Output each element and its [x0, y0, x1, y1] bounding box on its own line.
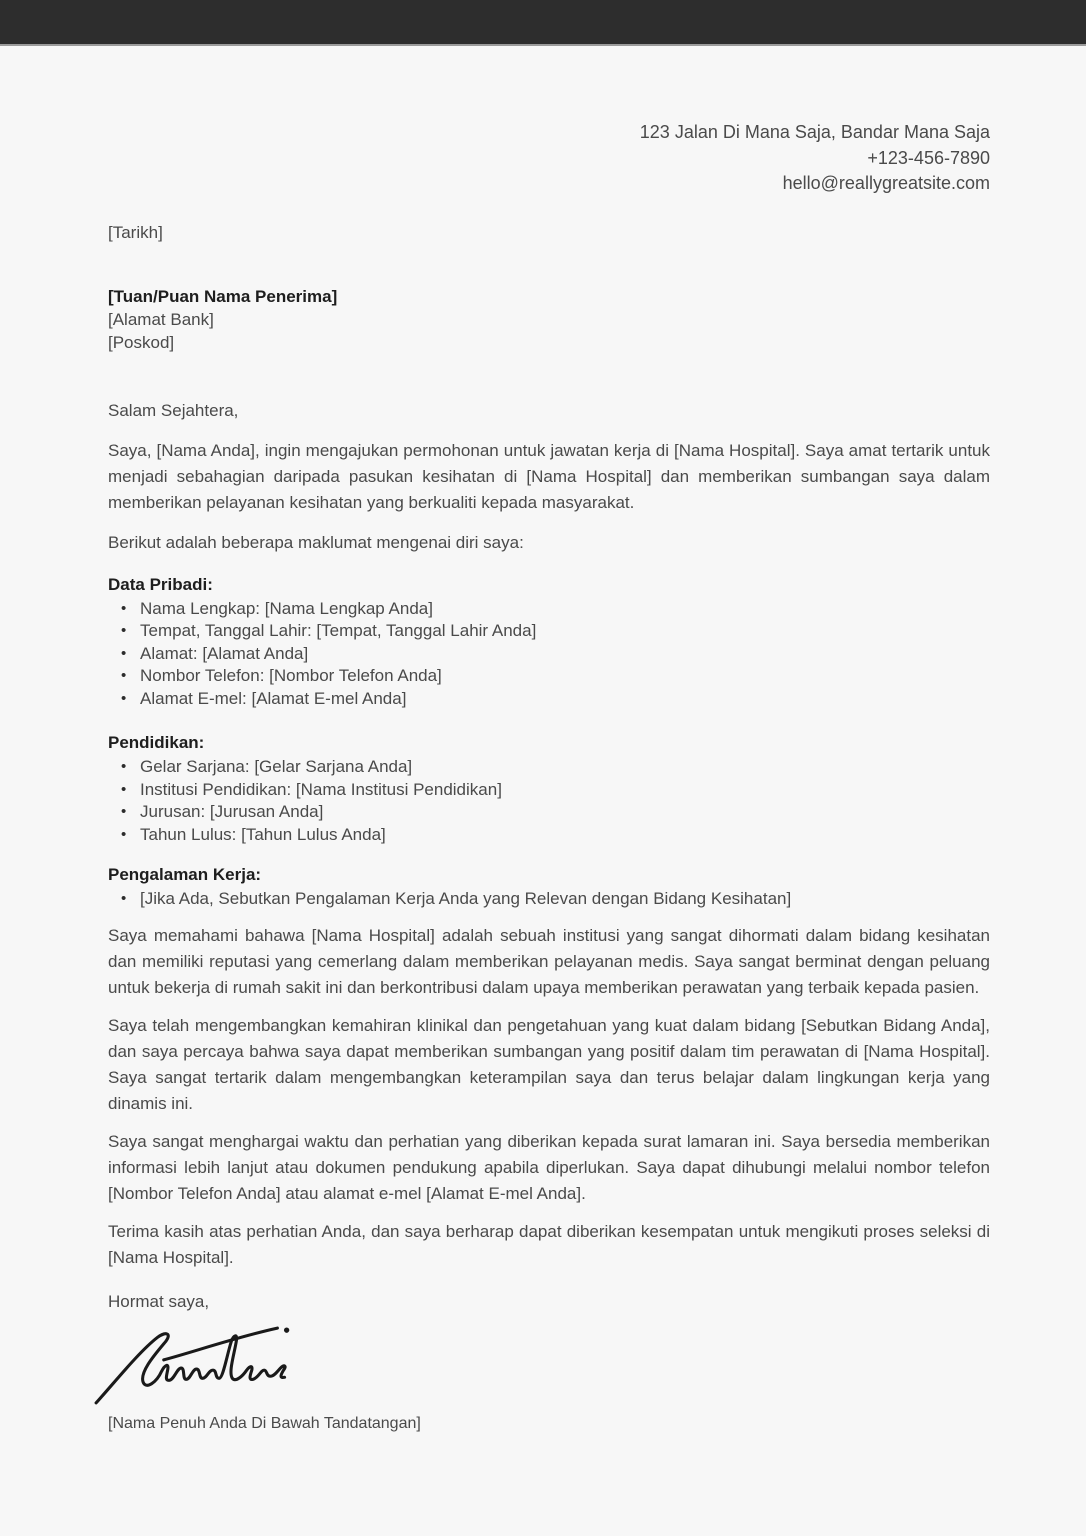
list-item: • [Jika Ada, Sebutkan Pengalaman Kerja Anda yang Relevan dengan Bidang Kesihatan]	[108, 888, 990, 911]
section-list	[108, 888, 990, 911]
salutation: Salam Sejahtera,	[108, 400, 239, 420]
contact-email: hello@reallygreatsite.com	[782, 173, 990, 193]
lead-in-line: Berikut adalah beberapa maklumat mengenai diri saya:	[108, 532, 524, 552]
section-list	[108, 598, 990, 711]
section-title: Pendidikan:	[108, 733, 205, 752]
contact-address: 123 Jalan Di Mana Saja, Bandar Mana Saja	[639, 122, 990, 142]
list-item: • Gelar Sarjana: [Gelar Sarjana Anda]	[108, 756, 990, 779]
list-item: • Jurusan: [Jurusan Anda]	[108, 801, 990, 824]
list-item: • Alamat E-mel: [Alamat E-mel Anda]	[108, 688, 990, 711]
list-item: • Institusi Pendidikan: [Nama Institusi Pendidikan]	[108, 779, 990, 802]
recipient-postcode: [Poskod]	[108, 332, 175, 352]
closing-line: Hormat saya,	[108, 1291, 210, 1311]
section-pengalaman-kerja	[108, 862, 990, 911]
letter-page	[0, 120, 1086, 1435]
section-list	[108, 756, 990, 846]
body-paragraph-1: Saya memahami bahawa [Nama Hospital] adalah sebuah institusi yang sangat dihormati dalam bidang kesihatan dan memiliki reputasi yang cemerlang dalam memberikan pelayanan medis. Saya sangat berminat dengan peluang untuk bekerja di rumah sakit ini dan berkontribusi dalam upaya memberikan perawatan yang terbaik kepada pasien.	[108, 925, 990, 997]
section-data-pribadi	[108, 572, 990, 711]
signature-name-line: [Nama Penuh Anda Di Bawah Tandatangan]	[108, 1414, 421, 1432]
list-item: • Alamat: [Alamat Anda]	[108, 643, 990, 666]
list-item: • Nama Lengkap: [Nama Lengkap Anda]	[108, 598, 990, 621]
date-line: [Tarikh]	[108, 222, 163, 242]
recipient-name: [Tuan/Puan Nama Penerima]	[108, 286, 338, 306]
contact-phone: +123-456-7890	[867, 147, 990, 168]
header-bar	[0, 0, 1086, 46]
list-item: • Tahun Lulus: [Tahun Lulus Anda]	[108, 824, 990, 847]
contact-block	[108, 120, 990, 197]
recipient-address: [Alamat Bank]	[108, 309, 214, 329]
list-item: • Nombor Telefon: [Nombor Telefon Anda]	[108, 665, 990, 688]
section-pendidikan	[108, 730, 990, 846]
list-item: • Tempat, Tanggal Lahir: [Tempat, Tanggal Lahir Anda]	[108, 620, 990, 643]
recipient-block	[108, 285, 990, 354]
section-title: Data Pribadi:	[108, 574, 213, 594]
body-paragraph-4: Terima kasih atas perhatian Anda, dan saya berharap dapat diberikan kesempatan untuk mengikuti proses seleksi di [Nama Hospital].	[108, 1221, 990, 1267]
signature-scribble-icon	[92, 1323, 302, 1407]
intro-paragraph: Saya, [Nama Anda], ingin mengajukan permohonan untuk jawatan kerja di [Nama Hospital]. Saya amat tertarik untuk menjadi sebahagian daripada pasukan kesihatan di [Nama Hospital] dan memberikan sumbangan saya dalam memberikan pelayanan kesihatan yang berkualiti kepada masyarakat.	[108, 440, 990, 512]
section-title: Pengalaman Kerja:	[108, 865, 262, 884]
body-paragraph-2: Saya telah mengembangkan kemahiran klinikal dan pengetahuan yang kuat dalam bidang [Sebutkan Bidang Anda], dan saya percaya bahwa saya dapat memberikan sumbangan yang positif dalam tim perawatan di [Nama Hospital]. Saya sangat tertarik dalam mengembangkan keterampilan saya dan terus belajar dalam lingkungan kerja yang dinamis ini.	[108, 1015, 990, 1113]
body-paragraph-3: Saya sangat menghargai waktu dan perhatian yang diberikan kepada surat lamaran ini. Saya bersedia memberikan informasi lebih lanjut atau dokumen pendukung apabila diperlukan. Saya dapat dihubungi melalui nombor telefon [Nombor Telefon Anda] atau alamat e-mel [Alamat E-mel Anda].	[108, 1131, 990, 1203]
